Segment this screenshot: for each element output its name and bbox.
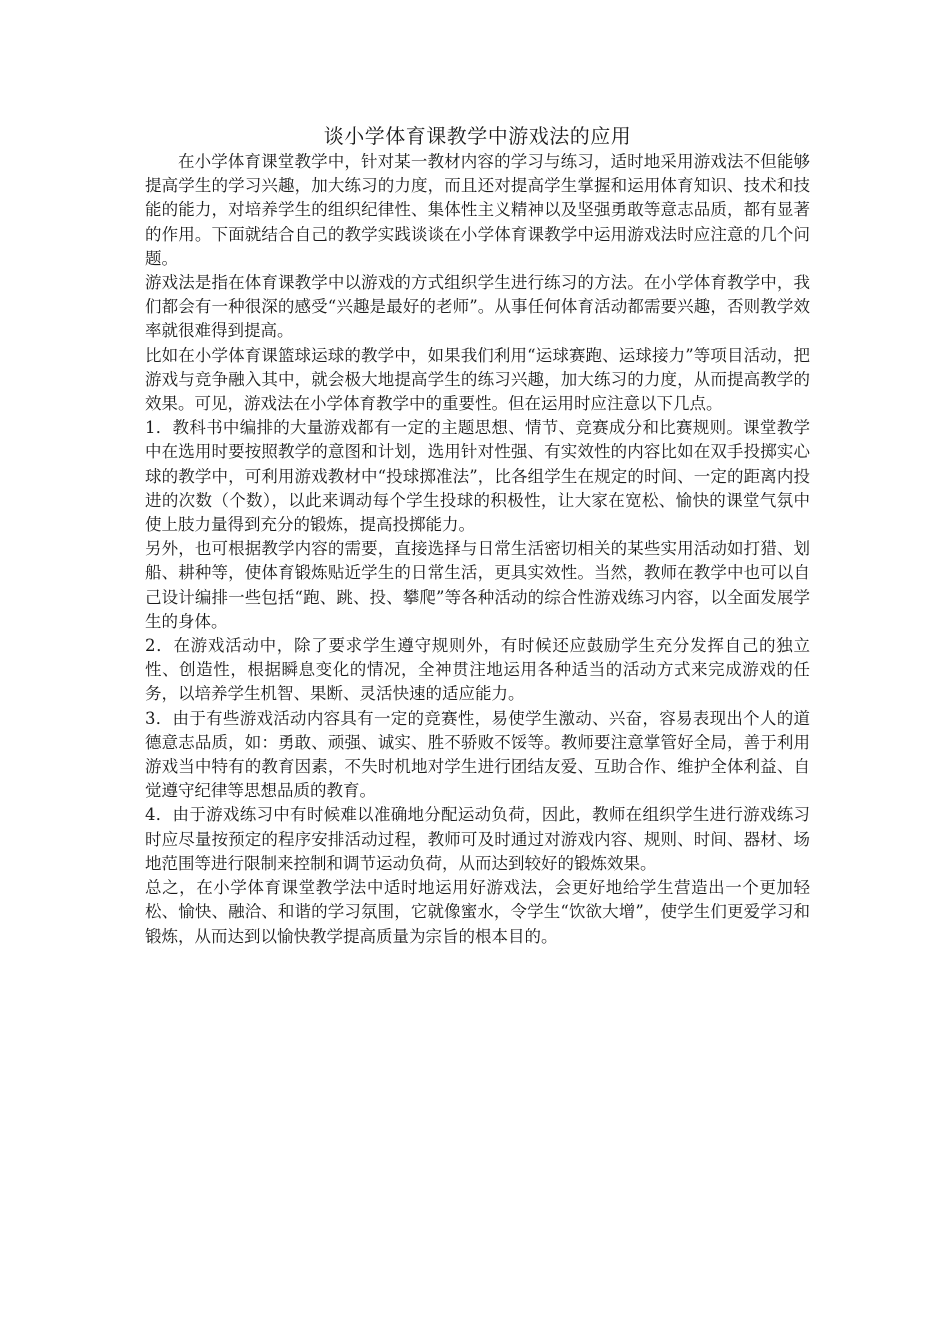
paragraph-point-1-extra: 另外，也可根据教学内容的需要，直接选择与日常生活密切相关的某些实用活动如打猎、划船、耕种等，使体育锻炼贴近学生的日常生活，更具实效性。当然，教师在教学中也可以自己设计编排一些包括“跑、跳、投、攀爬”等各种活动的综合性游戏练习内容，以全面发展学生的身体。 [145,539,810,631]
paragraph-point-3: 3．由于有些游戏活动内容具有一定的竞赛性，易使学生激动、兴奋，容易表现出个人的道德意志品质，如：勇敢、顽强、诚实、胜不骄败不馁等。教师要注意掌管好全局，善于利用游戏当中特有的教育因素，不失时机地对学生进行团结友爱、互助合作、维护全体利益、自觉遵守纪律等思想品质的教育。 [145,708,810,801]
paragraph-point-1: 1．教科书中编排的大量游戏都有一定的主题思想、情节、竞赛成分和比赛规则。课堂教学中在选用时要按照教学的意图和计划，选用针对性强、有实效性的内容比如在双手投掷实心球的教学中，可利用游戏教材中“投球掷准法”，比各组学生在规定的时间、一定的距离内投进的次数（个数），以此来调动每个学生投球的积极性，让大家在宽松、愉快的课堂气氛中使上肢力量得到充分的锻炼，提高投掷能力。 [145,418,810,535]
paragraph-intro: 在小学体育课堂教学中，针对某一教材内容的学习与练习，适时地采用游戏法不但能够提高学生的学习兴趣，加大练习的力度，而且还对提高学生掌握和运用体育知识、技术和技能的能力，对培养学生的组织纪律性、集体性主义精神以及坚强勇敢等意志品质，都有显著的作用。下面就结合自己的教学实践谈谈在小学体育课教学中运用游戏法时应注意的几个问题。 [145,152,810,268]
paragraph-point-2: 2．在游戏活动中，除了要求学生遵守规则外，有时候还应鼓励学生充分发挥自己的独立性、创造性，根据瞬息变化的情况，全神贯注地运用各种适当的活动方式来完成游戏的任务，以培养学生机智、果断、灵活快速的适应能力。 [145,636,810,704]
paragraph-conclusion: 总之，在小学体育课堂教学法中适时地运用好游戏法，会更好地给学生营造出一个更加轻松、愉快、融洽、和谐的学习氛围，它就像蜜水，令学生“饮欲大增”，使学生们更爱学习和锻炼，从而达到以愉快教学提高质量为宗旨的根本目的。 [145,878,810,946]
paragraph-example: 比如在小学体育课篮球运球的教学中，如果我们利用“运球赛跑、运球接力”等项目活动，把游戏与竞争融入其中，就会极大地提高学生的练习兴趣，加大练习的力度，从而提高教学的效果。可见，游戏法在小学体育教学中的重要性。但在运用时应注意以下几点。 [145,345,810,414]
document-title: 谈小学体育课教学中游戏法的应用 [323,124,632,148]
document-body [145,123,810,949]
paragraph-point-4: 4．由于游戏练习中有时候难以准确地分配运动负荷，因此，教师在组织学生进行游戏练习时应尽量按预定的程序安排活动过程，教师可及时通过对游戏内容、规则、时间、器材、场地范围等进行限制来控制和调节运动负荷，从而达到较好的锻炼效果。 [145,805,810,873]
paragraph-definition: 游戏法是指在体育课教学中以游戏的方式组织学生进行练习的方法。在小学体育教学中，我们都会有一种很深的感受“兴趣是最好的老师”。从事任何体育活动都需要兴趣，否则教学效率就很难得到提高。 [145,273,810,341]
